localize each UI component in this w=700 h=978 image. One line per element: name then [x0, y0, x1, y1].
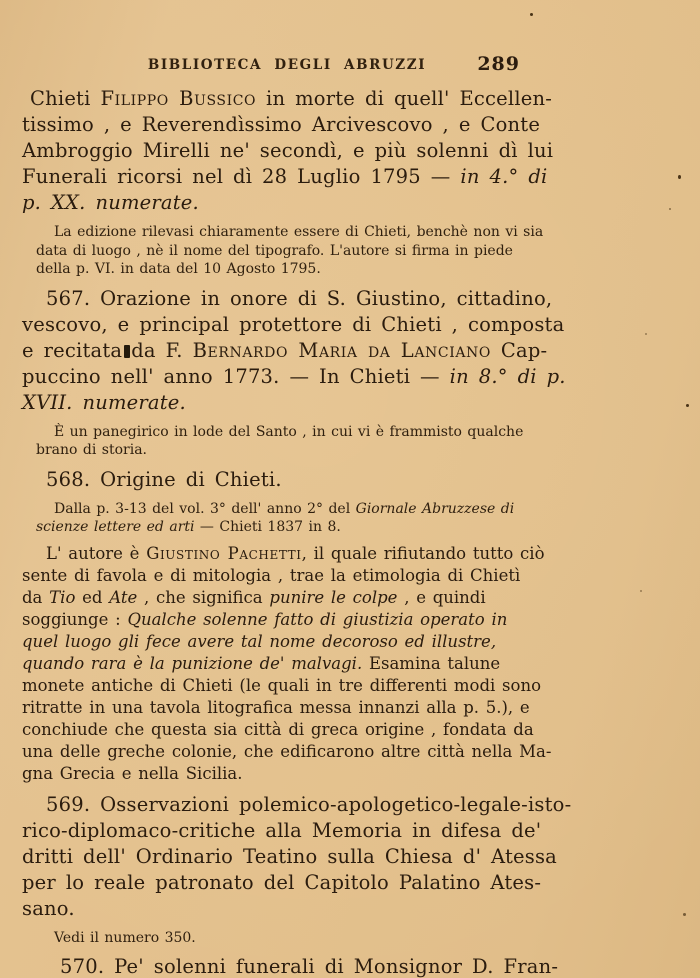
text-run: , che significa: [137, 587, 270, 607]
entry-568-heading: [22, 467, 552, 493]
text-run: monete antiche di Chieti (le quali in tre differenti modi sono: [22, 675, 541, 695]
text-line: [22, 112, 552, 138]
italic-run: quando rara è la punizione de' malvagi.: [22, 653, 363, 673]
italic-run: p. XX. numerate.: [22, 191, 199, 214]
text-line: [36, 518, 552, 537]
text-line: [22, 587, 552, 609]
text-run: — Chieti 1837 in 8.: [194, 519, 341, 535]
text-run: brano di storia.: [36, 442, 147, 458]
italic-run: Tio: [49, 587, 76, 607]
smallcaps-run: Bernardo Maria da Lanciano: [192, 338, 491, 362]
ink-blot: [124, 345, 130, 358]
scan-speck: [530, 13, 533, 16]
smallcaps-run: Giustino Pachetti: [146, 543, 302, 563]
text-line: [36, 441, 552, 460]
text-line: [22, 844, 557, 870]
italic-run: punire le colpe: [269, 587, 398, 607]
text-line: [22, 675, 552, 697]
text-run: Cap-: [490, 338, 548, 362]
entry-566-continuation: [22, 86, 552, 216]
text-line: [22, 818, 552, 844]
text-run: e recitata: [22, 338, 123, 362]
scan-speck: [640, 590, 642, 592]
text-run: Chieti: [30, 87, 101, 110]
text-line: [22, 763, 552, 785]
text-run: Ambroggio Mirelli ne' secondì, e più solenni dì lui: [22, 139, 554, 162]
text-run: sente di favola e di mitologia , trae la etimologia di Chietì: [22, 565, 521, 585]
scan-speck: [669, 208, 671, 210]
text-line: [22, 719, 552, 741]
text-run: Vedi il numero 350.: [54, 929, 196, 946]
text-run: dritti dell' Ordinario Teatino sulla Chiesa d' Atessa: [22, 844, 557, 868]
smallcaps-run: Filippo Bussico: [100, 87, 257, 110]
running-title: BIBLIOTECA DEGLI ABRUZZI: [147, 57, 427, 73]
text-run: 567. Orazione in onore di S. Giustino, cittadino,: [46, 286, 553, 310]
text-run: È un panegirico in lode del Santo , in cui vi è frammisto qualche: [54, 423, 524, 440]
entry-569: [22, 792, 572, 922]
text-line: [22, 286, 552, 312]
text-run: tissimo , e Reverendìssimo Arcivescovo , e Conte: [22, 113, 541, 136]
text-run: una delle greche colonie, che edificarono altre città nella Ma-: [22, 741, 552, 761]
text-run: 568. Origine di Chieti.: [46, 467, 282, 491]
italic-run: in 4.° di: [460, 165, 548, 188]
note-566: [22, 223, 552, 279]
text-line: [22, 896, 552, 922]
text-run: 570. Pe' solenni funerali di Monsignor D. Fran-: [60, 955, 559, 978]
text-run: gna Grecia e nella Sicilia.: [22, 763, 243, 783]
scan-speck: [645, 333, 647, 335]
text-run: La edizione rilevasi chiaramente essere di Chieti, benchè non vi sia: [54, 224, 544, 240]
italic-run: quel luogo gli fece avere tal nome decoroso ed illustre,: [22, 631, 497, 651]
text-run: data di luogo , nè il nome del tipografo. L'autore si firma in piede: [36, 242, 513, 259]
entry-567: [22, 286, 566, 416]
text-line: [22, 390, 552, 416]
text-run: soggiunge :: [22, 609, 128, 629]
page-header: [22, 53, 552, 79]
text-line: [22, 741, 552, 763]
text-line: [22, 565, 552, 587]
text-run: conchiude che questa sia città di greca origine , fondata da: [22, 719, 534, 739]
text-line: [36, 929, 552, 948]
note-567: [22, 423, 552, 460]
text-line: [22, 338, 552, 364]
text-run: Esamina talune: [362, 653, 501, 673]
italic-run: XVII. numerate.: [22, 390, 186, 414]
text-line: [22, 792, 572, 818]
entry-570: [22, 954, 559, 978]
italic-run: in 8.° di p.: [449, 364, 566, 388]
scan-speck: [686, 404, 689, 407]
text-line: [22, 697, 552, 719]
text-run: della p. VI. in data del 10 Agosto 1795.: [36, 261, 321, 277]
text-run: per lo reale patronato del Capitolo Palatino Ates-: [22, 870, 542, 894]
scan-speck: [678, 175, 681, 179]
text-run: 569. Osservazioni polemico-apologetico-legale-isto-: [46, 792, 572, 816]
text-run: , il quale rifiutando tutto ciò: [301, 543, 545, 563]
text-column: [22, 0, 572, 978]
scan-speck: [683, 913, 686, 916]
italic-run: scienze lettere ed arti: [36, 519, 195, 535]
text-run: rico-diplomaco-critiche alla Memoria in difesa de': [22, 818, 542, 842]
text-run: Funerali ricorsi nel dì 28 Luglio 1795 —: [22, 165, 461, 188]
text-line: [22, 870, 552, 896]
text-line: [36, 260, 552, 279]
text-line: [22, 467, 552, 493]
text-line: [22, 86, 552, 112]
text-line: [22, 653, 552, 675]
text-line: [22, 164, 552, 190]
text-line: [22, 138, 552, 164]
text-run: ritratte in una tavola litografica messa innanzi alla p. 5.), e: [22, 697, 530, 717]
note-568-source: [22, 500, 552, 537]
text-run: Dalla p. 3-13 del vol. 3° dell' anno 2° del: [54, 500, 356, 517]
text-run: da: [22, 587, 50, 607]
text-run: ed: [75, 587, 110, 607]
text-run: in morte di quell' Eccellen-: [256, 87, 553, 110]
italic-run: Qualche solenne fatto di giustizia operato in: [127, 609, 508, 629]
text-run: , e quindi: [397, 587, 486, 607]
text-line: [22, 631, 552, 653]
italic-run: Ate: [109, 587, 138, 607]
text-line: [22, 609, 552, 631]
text-line: [22, 312, 565, 338]
text-line: [36, 500, 552, 519]
text-run: vescovo, e principal protettore di Chieti , composta: [22, 312, 565, 336]
text-line: [22, 190, 552, 216]
text-line: [36, 223, 552, 242]
text-line: [36, 423, 552, 442]
page-number: 289: [477, 53, 520, 75]
text-run: L' autore è: [46, 543, 147, 563]
text-run: da F.: [131, 338, 193, 362]
text-line: [22, 364, 566, 390]
entry-568-commentary: [22, 543, 552, 785]
text-run: puccino nell' anno 1773. — In Chieti —: [22, 364, 450, 388]
text-line: [36, 242, 552, 261]
text-line: [22, 954, 559, 978]
text-line: [22, 543, 552, 565]
italic-run: Giornale Abruzzese di: [355, 500, 515, 517]
note-569-reference: [22, 929, 552, 948]
text-run: sano.: [22, 896, 75, 920]
